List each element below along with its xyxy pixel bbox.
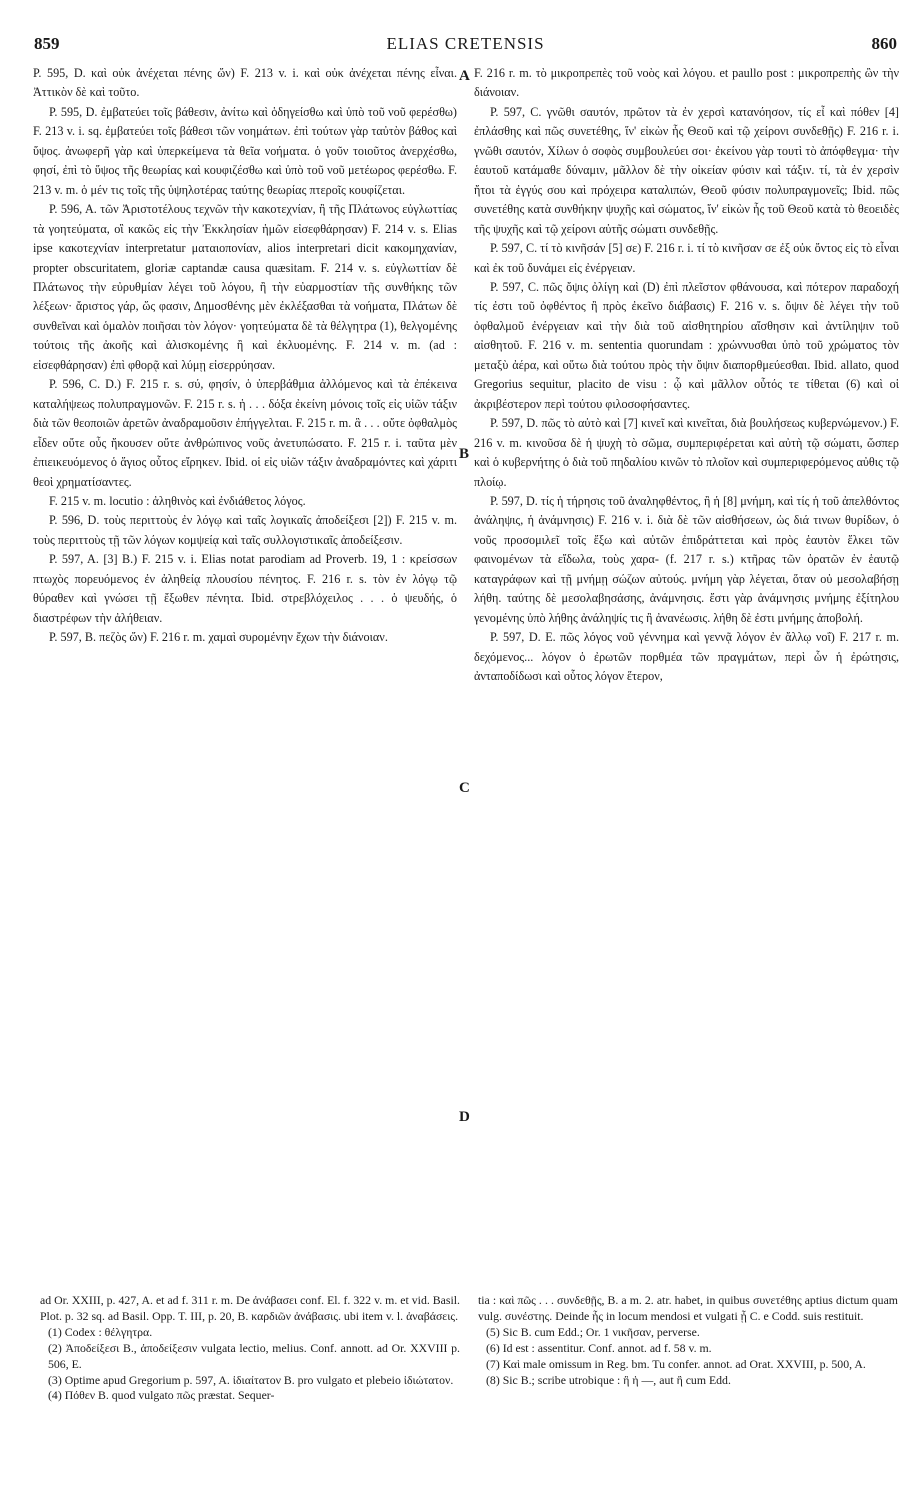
footnotes-right [478, 1293, 898, 1388]
entry-597ab: P. 597, A. [3] B.) F. 215 v. i. Elias notat parodiam ad Proverb. 19, 1 : κρείσσων πτωχὸς πορευόμενος ἐν ἀληθείᾳ πλουσίου πένητος. F. 216 r. s. τὸν ἐν λόγῳ τῷ θύραθεν καὶ γνώσει τῇ ἔξωθεν πένητα. Ibid. στρεβλόχειλος . . . ὁ ψευδής, ὁ διαστρέφων τὴν ἀλήθειαν. [33, 552, 457, 625]
entry-597c-1: P. 597, C. γνῶθι σαυτόν, πρῶτον τὰ ἐν χερσὶ κατανόησον, τίς εἶ καὶ πόθεν [4] ἐπλάσθης καὶ πῶς συνετέθης, ἵν' εἰκὼν ἧς Θεοῦ καὶ τῷ χείρονι συνδεθῇς) F. 216 r. i. γνῶθι σαυτόν, Χίλων ὁ σοφὸς συμβουλεύει σοι· ἐκείνου γὰρ τουτὶ τὸ ἀπόφθεγμα· τὴν ἑαυτοῦ κατάμαθε δύναμιν, μᾶλλον δὲ τὴν οἰκείαν φύσιν καὶ τάξιν. τί, τὰ ἐν χερσὶν ἤτοι τὰ ἐγγύς σου καὶ πρόχειρα καταλιπών, Θεοῦ φύσιν πολυπραγμονεῖς; Ibid. πῶς συνετέθης κατὰ συνθήκην ψυχῆς καὶ σώματος, ἵν' εἰκὼν ἧς τοῦ Θεοῦ κατὰ τὸ θεοειδὲς τῆς ψυχῆς καὶ τῷ χείρονι αὐτῆς σώματι συνδεθῇς. [474, 104, 899, 236]
entry-215vm: F. 215 v. m. locutio : ἀληθινὸς καὶ ἐνδιάθετος λόγος. [49, 493, 306, 508]
entry-596a: P. 596, A. τῶν Ἀριστοτέλους τεχνῶν τὴν κακοτεχνίαν, ἢ τῆς Πλάτωνος εὐγλωττίας τὰ γοητεύματα, οἳ κακῶς εἰς τὴν Ἐκκλησίαν ἡμῶν εἰσεφθάρησαν) F. 214 v. s. Elias ipse κακοτεχνίαν interpretatur ματαιοπονίαν, alios interpretari dicit κακομηχανίαν, propter obscuritatem, gloriæ captandæ causa quæsitam. F. 214 v. s. εὐγλωττίαν δὲ Πλάτωνος τὴν εὐρυθμίαν λέγει τοῦ λόγου, ἢ τὴν εὐαρμοστίαν τῆς συνθήκης τῶν λέξεων· ἄριστος γάρ, ὥς φασιν, Δημοσθένης μὲν ἐκλέξασθαι τὰ νοήματα, Πλάτων δὲ συνθεῖναι καὶ ὁμαλὸν ποιῆσαι τὸν λόγον· γοητεύματα δὲ τὰ θέλγητρα (1), θελγομένης τούτοις τῆς ἀκοῆς καὶ ἁλισκομένης ἢ καὶ ἐκλυομένης. F. 214 v. m. (ad : εἰσεφθάρησαν) ἐπὶ φθορᾷ καὶ λύμῃ εἰσερρύησαν. [33, 202, 457, 372]
entry-596cd: P. 596, C. D.) F. 215 r. s. σύ, φησίν, ὁ ὑπερβάθμια ἀλλόμενος καὶ τὰ ἐπέκεινα καταλήψεως πολυπραγμονῶν. F. 215 r. s. ἡ . . . δόξα ἐκείνη μόνοις τοῖς εἰς υἱῶν τάξιν διὰ τῶν θεοποιῶν ἀρετῶν ἀναδραμοῦσιν ἐπήγγελται. F. 215 r. m. ἃ . . . οὔτε ὀφθαλμὸς εἶδεν οὔτε οὖς ἤκουσεν οὔτε ἀνθρώπινος νοῦς ἀνετυπώσατο. F. 215 r. i. ταῦτα μὲν ἐπιεικευόμενος ὁ ἅγιος οὗτος εἴρηκεν. Ibid. οἱ εἰς υἱῶν τάξιν ἀναδραμόντες καὶ χάριτι θεοὶ χρηματίσαντες. [33, 377, 457, 489]
section-marker-c: C [459, 780, 470, 796]
section-marker-d: D [459, 1109, 470, 1125]
footnote-5: (5) Sic B. cum Edd.; Or. 1 νικῆσαν, perverse. [486, 1324, 700, 1339]
left-column [33, 64, 457, 648]
entry-597c-2: P. 597, C. τί τὸ κινῆσάν [5] σε) F. 216 r. i. τί τὸ κινῆσαν σε ἐξ οὐκ ὄντος εἰς τὸ εἶναι καὶ ἐκ τοῦ δυνάμει εἰς ἐνέργειαν. [474, 241, 899, 275]
footnote-continuation: ad Or. XXIII, p. 427, A. et ad f. 311 r. m. De ἀνάβασει conf. El. f. 322 v. m. et vid. Basil. Plot. p. 32 sq. ad Basil. Opp. T. III, p. 20, B. καρδιῶν ἀνάβασις. ubi item v. l. ἀναβάσεις. [40, 1293, 460, 1323]
footnote-6: (6) Id est : assentitur. Conf. annot. ad f. 58 v. m. [486, 1340, 712, 1355]
running-title: ELIAS CRETENSIS [386, 34, 545, 53]
right-column [474, 64, 899, 687]
entry-597d-1: P. 597, D. πῶς τὸ αὐτὸ καὶ [7] κινεῖ καὶ κινεῖται, διὰ βουλήσεως κυβερνώμενον.) F. 216 v. m. κινοῦσα δὲ ἡ ψυχὴ τὸ σῶμα, συμπεριφέρεται καὶ αὐτὴ τῷ σώματι, ὥσπερ καὶ ὁ κυβερνήτης ὁ διὰ τοῦ πηδαλίου κινῶν τὸ πλοῖον καὶ συμπεριφερόμενος αὐθις τῷ πλοίῳ. [474, 416, 899, 489]
right-page-number: 860 [871, 34, 897, 53]
entry-597b: P. 597, B. πεζὸς ὤν) F. 216 r. m. χαμαὶ συρομένην ἔχων τὴν διάνοιαν. [49, 630, 388, 645]
footnotes-left [40, 1293, 460, 1404]
section-marker-b: B [459, 446, 470, 462]
footnote-3: (3) Optime apud Gregorium p. 597, A. ἰδιαίτατον B. pro vulgato et plebeio ἰδιώτατον. [48, 1372, 454, 1387]
entry-597de: P. 597, D. E. πῶς λόγος νοῦ γέννημα καὶ γεννᾷ λόγον ἐν ἄλλῳ νοΐ) F. 217 r. m. δεχόμενος... λόγον ὁ ἐρωτῶν πορθμέα τῶν πραγμάτων, περὶ ὧν ἡ ἐρώτησις, ἀνταποδίδωσι καὶ οὗτος λόγον ἕτερον, [474, 630, 899, 684]
entry-595d-1: P. 595, D. καὶ οὐκ ἀνέχεται πένης ὤν) F. 213 v. i. καὶ οὐκ ἀνέχεται πένης εἶναι. Ἀττικὸν δὲ καὶ τοῦτο. [33, 66, 457, 100]
left-page-number: 859 [34, 34, 60, 53]
entry-596d: P. 596, D. τοὺς περιττοὺς ἐν λόγῳ καὶ ταῖς λογικαῖς ἀποδείξεσι [2]) F. 215 v. m. τοὺς περιττοὺς τῇ τῶν λόγων κομψείᾳ καὶ ταῖς συλλογιστικαῖς ἀποδείξεσιν. [33, 513, 457, 547]
entry-597d-2: P. 597, D. τίς ἡ τήρησις τοῦ ἀναληφθέντος, ἢ ἡ [8] μνήμη, καὶ τίς ἡ τοῦ ἀπελθόντος ἀνάληψις, ἡ ἀνάμνησις) F. 216 v. i. διὰ δὲ τῶν αἰσθήσεων, ὡς διά τινων θυρίδων, ὁ νοῦς προσομιλεῖ τοῖς ἔξω καὶ αὐτῶν ἐπιδράττεται καὶ πρὸς ἑαυτὸν ἕλκει τῶν φαινομένων τὰ εἴδωλα, τοὺς χαρα- (f. 217 r. s.) κτῆρας τῶν ὁρατῶν ἐν ἑαυτῷ καταγράφων καὶ τῇ μνήμῃ σώζων αὐτούς. μνήμη γὰρ λέγεται, ὅταν οὐ μεσολαβήσῃ λήθη. ταύτης δὲ μεσολαβησάσης, ἀνάμνησις. ἔστι γὰρ ἀνάμνησις μνήμης ἐξίτηλου γενομένης ὑπὸ λήθης ἀνάληψίς τις ἢ ἀνανέωσις. λήθη δὲ ἐστι μνήμης ἀποβολή. [474, 493, 899, 625]
footnote-4: (4) Πόθεν B. quod vulgato πῶς præstat. Sequer- [48, 1388, 275, 1403]
entry-595d-2: P. 595, D. ἐμβατεύει τοῖς βάθεσιν, ἀνίτω καὶ ὁδηγείσθω καὶ ὑπὸ τοῦ νοῦ φερέσθω) F. 213 v. i. sq. ἐμβατεύει τοῖς βάθεσι τῶν νοημάτων. ἐπὶ τούτων γὰρ ταὐτὸν βάθος καὶ ὕψος. ἀνωφερῆ γὰρ καὶ ὑπερκείμενα τὰ θεῖα νοήματα. ὁ γοῦν τοιοῦτος ἀνερχέσθω, φησί, ἐπὶ τὸ ὕψος τῆς θεωρίας καὶ κουφιζέσθω καὶ ὑπὸ τοῦ νοῦ μετέωρος φερέσθω. F. 213 v. m. ὁ μέν τις τοῖς τῆς ὑψηλοτέρας ταύτης θεωρίας πτεροῖς κουφίζεται. [33, 104, 457, 197]
section-marker-a: A [459, 68, 470, 84]
footnote-8: (8) Sic B.; scribe utrobique : ἢ ἡ —, aut ἢ cum Edd. [486, 1372, 731, 1387]
entry-597c-3: P. 597, C. πῶς ὄψις ὀλίγη καὶ (D) ἐπὶ πλεῖστον φθάνουσα, καὶ πότερον παραδοχή τίς ἐστι τοῦ ὀφθέντος ἢ πρὸς ἐκεῖνο διάβασις) F. 216 v. s. ὄψιν δὲ λέγει τὴν τοῦ ὀφθαλμοῦ ἐνέργειαν καὶ τὴν διὰ τοῦ αἰσθητηρίου αἴσθησιν καὶ ἀντίληψιν τοῦ αἰσθητοῦ. F. 216 v. m. sententia quorundam : χρώννυσθαι ὑπὸ τοῦ χρώματος τὸν μεταξὺ ἀέρα, καὶ οὕτω διὰ τούτου πρὸς τὴν ὄψιν διαπορθμεύεσθαι. Ibid. allato, quod Gregorius sequitur, placito de visu : ᾧ καὶ μᾶλλον οὗτός τε τίθεται (6) καὶ οἱ ἀκριβέστερον περὶ τούτου φιλοσοφήσαντες. [474, 279, 899, 411]
page-header [34, 34, 897, 60]
footnote-1: (1) Codex : θέλγητρα. [48, 1324, 153, 1339]
footnote-7: (7) Καὶ male omissum in Reg. bm. Tu confer. annot. ad Orat. XXVIII, p. 500, A. [486, 1356, 866, 1371]
footnote-2: (2) Ἀποδείξεσι B., ἀποδείξεσιν vulgata lectio, melius. Conf. annott. ad Or. XXVIII p. 506, E. [48, 1340, 460, 1371]
entry-216rm: F. 216 r. m. τὸ μικροπρεπὲς τοῦ νοὸς καὶ λόγου. et paullo post : μικροπρεπὴς ὢν τὴν διάνοιαν. [474, 66, 899, 100]
footnote-4-continuation: tia : καὶ πῶς . . . συνδεθῇς, B. a m. 2. atr. habet, in quibus συνετέθης aptius dictum quam vulg. συνέστης. Deinde ἧς in locum mendosi et vulgati ᾖ C. e Codd. suis restituit. [478, 1293, 898, 1323]
